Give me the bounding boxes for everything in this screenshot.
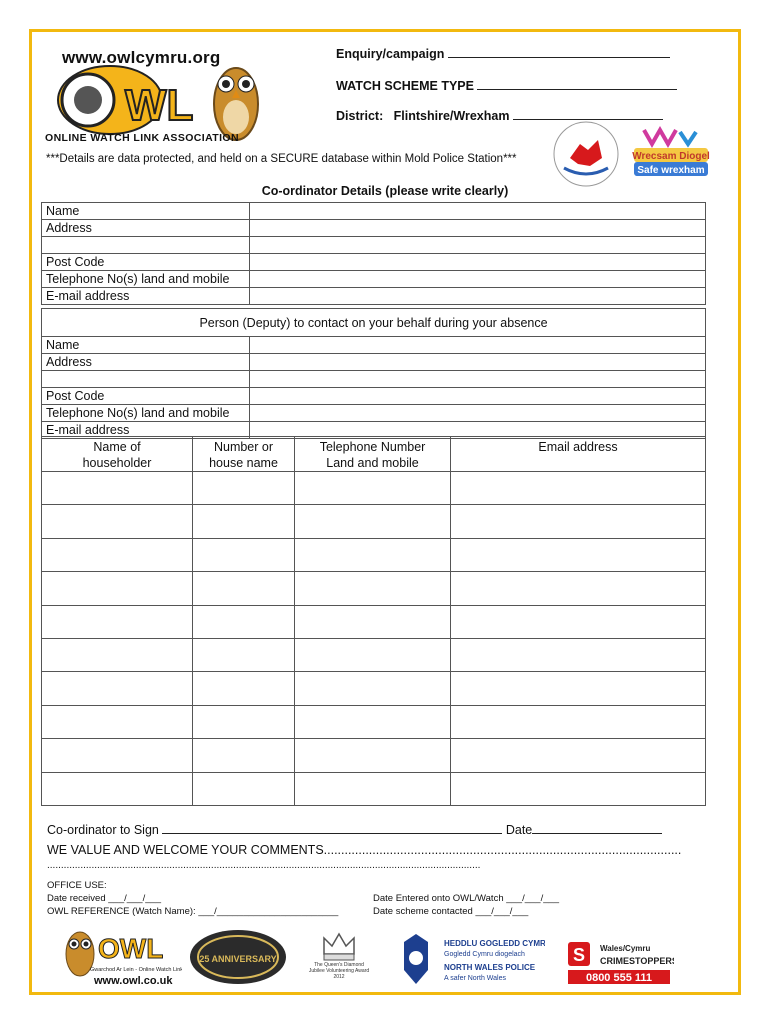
coordinator-row-address2	[42, 237, 706, 254]
office-use-title: OFFICE USE:	[47, 880, 107, 891]
deputy-table	[41, 308, 706, 439]
house-cell[interactable]	[193, 538, 295, 571]
row-label: Post Code	[42, 254, 250, 271]
police-english1: NORTH WALES POLICE	[444, 963, 536, 972]
table-row	[42, 605, 706, 638]
date-blank[interactable]	[532, 823, 662, 834]
row-label: Name	[42, 337, 250, 354]
col-header-house: Number or house name	[193, 437, 295, 472]
telephone-cell[interactable]	[295, 605, 451, 638]
table-row	[42, 705, 706, 738]
coordinator-row-email	[42, 288, 706, 305]
svg-text:WL: WL	[125, 81, 194, 130]
owl-footer-line1: Gwarchod Ar Lein - Online Watch Link	[90, 967, 182, 973]
signature-blank[interactable]	[162, 823, 502, 834]
safe-wrexham-logo	[630, 124, 712, 180]
table-row	[42, 505, 706, 538]
row-label: Telephone No(s) land and mobile	[42, 271, 250, 288]
house-cell[interactable]	[193, 472, 295, 505]
deputy-row-address2	[42, 371, 706, 388]
householder-cell[interactable]	[42, 672, 193, 705]
police-english2: A safer North Wales	[444, 975, 506, 982]
north-wales-police-logo	[400, 930, 545, 988]
scheme-type-blank[interactable]	[477, 78, 677, 90]
house-cell[interactable]	[193, 572, 295, 605]
owl-footer-logo	[62, 926, 182, 988]
email-cell[interactable]	[451, 505, 706, 538]
householder-cell[interactable]	[42, 505, 193, 538]
deputy-row-postcode	[42, 388, 706, 405]
owl-association-name: ONLINE WATCH LINK ASSOCIATION	[45, 132, 239, 144]
postcode-input[interactable]	[250, 254, 706, 271]
householder-cell[interactable]	[42, 572, 193, 605]
col-header-email: Email address	[451, 437, 706, 472]
email-cell[interactable]	[451, 739, 706, 772]
email-input[interactable]	[250, 288, 706, 305]
table-row	[42, 472, 706, 505]
telephone-cell[interactable]	[295, 538, 451, 571]
table-row	[42, 739, 706, 772]
crimestoppers-name: CRIMESTOPPERS	[600, 956, 674, 966]
address-line2-input[interactable]	[250, 371, 706, 388]
postcode-input[interactable]	[250, 388, 706, 405]
telephone-cell[interactable]	[295, 572, 451, 605]
email-cell[interactable]	[451, 705, 706, 738]
coordinator-row-phone	[42, 271, 706, 288]
row-label: Address	[42, 220, 250, 237]
deputy-row-name	[42, 337, 706, 354]
sign-label: Co-ordinator to Sign	[47, 823, 159, 837]
telephone-cell[interactable]	[295, 638, 451, 671]
householder-cell[interactable]	[42, 772, 193, 805]
deputy-title: Person (Deputy) to contact on your behalf during your absence	[42, 309, 706, 337]
scheme-type-field[interactable]	[336, 78, 677, 93]
house-cell[interactable]	[193, 705, 295, 738]
householders-table	[41, 436, 706, 806]
row-label: E-mail address	[42, 288, 250, 305]
row-label: Name	[42, 203, 250, 220]
data-protection-note: ***Details are data protected, and held on a SECURE database within Mold Police Station***	[46, 153, 517, 165]
coordinator-title: Co-ordinator Details (please write clearly)	[261, 184, 509, 198]
coordinator-row-postcode	[42, 254, 706, 271]
householder-cell[interactable]	[42, 638, 193, 671]
email-cell[interactable]	[451, 538, 706, 571]
address-line2-input[interactable]	[250, 237, 706, 254]
coordinator-sign-line[interactable]	[47, 823, 662, 837]
row-label	[42, 371, 250, 388]
district-label: District:	[336, 109, 384, 123]
safe-logo-line1: Wrecsam Diogel	[632, 151, 710, 162]
telephone-cell[interactable]	[295, 505, 451, 538]
householder-cell[interactable]	[42, 739, 193, 772]
table-row	[42, 638, 706, 671]
phone-input[interactable]	[250, 271, 706, 288]
row-label: Post Code	[42, 388, 250, 405]
email-cell[interactable]	[451, 605, 706, 638]
coordinator-row-address	[42, 220, 706, 237]
row-label: Address	[42, 354, 250, 371]
email-cell[interactable]	[451, 772, 706, 805]
date-label: Date	[505, 823, 533, 837]
col-header-telephone: Telephone Number Land and mobile	[295, 437, 451, 472]
house-cell[interactable]	[193, 739, 295, 772]
enquiry-blank[interactable]	[448, 46, 670, 58]
row-label: E-mail address	[42, 422, 250, 439]
deputy-row-phone	[42, 405, 706, 422]
date-received[interactable]: Date received ___/___/___	[47, 893, 162, 904]
email-cell[interactable]	[451, 672, 706, 705]
householder-cell[interactable]	[42, 472, 193, 505]
anniversary-text: 25 ANNIVERSARY	[199, 954, 277, 964]
table-row	[42, 538, 706, 571]
name-input[interactable]	[250, 337, 706, 354]
householder-cell[interactable]	[42, 605, 193, 638]
deputy-row-address	[42, 354, 706, 371]
telephone-cell[interactable]	[295, 739, 451, 772]
owl-footer-line2: www.owl.co.uk	[94, 975, 173, 987]
email-cell[interactable]	[451, 472, 706, 505]
queens-award-logo	[308, 928, 370, 988]
house-cell[interactable]	[193, 505, 295, 538]
email-cell[interactable]	[451, 572, 706, 605]
address-input[interactable]	[250, 354, 706, 371]
table-row	[42, 672, 706, 705]
table-row	[42, 572, 706, 605]
address-input[interactable]	[250, 220, 706, 237]
crimestoppers-phone: 0800 555 111	[585, 972, 653, 984]
police-welsh1: HEDDLU GOGLEDD CYMRU	[444, 939, 545, 948]
coordinator-table	[41, 202, 706, 305]
telephone-cell[interactable]	[295, 772, 451, 805]
comments-line[interactable]: ............................................................................................................................................................	[47, 860, 481, 871]
table-row	[42, 772, 706, 805]
row-label: Telephone No(s) land and mobile	[42, 405, 250, 422]
telephone-cell[interactable]	[295, 472, 451, 505]
district-value: Flintshire/Wrexham	[393, 109, 510, 123]
name-input[interactable]	[250, 203, 706, 220]
house-cell[interactable]	[193, 638, 295, 671]
anniversary-logo	[188, 928, 288, 986]
phone-input[interactable]	[250, 405, 706, 422]
owl-reference[interactable]: OWL REFERENCE (Watch Name): ___/_______________________	[47, 906, 339, 917]
telephone-cell[interactable]	[295, 672, 451, 705]
telephone-cell[interactable]	[295, 705, 451, 738]
flintshire-partnership-logo	[540, 118, 632, 190]
svg-text:OWL: OWL	[98, 933, 164, 964]
householder-cell[interactable]	[42, 538, 193, 571]
enquiry-label: Enquiry/campaign	[336, 47, 445, 61]
scheme-type-label: WATCH SCHEME TYPE	[336, 79, 474, 93]
date-contacted[interactable]: Date scheme contacted ___/___/___	[373, 906, 529, 917]
col-header-householder: Name of householder	[42, 437, 193, 472]
crimestoppers-logo	[564, 940, 674, 986]
date-entered[interactable]: Date Entered onto OWL/Watch ___/___/___	[373, 893, 560, 904]
comments-heading: WE VALUE AND WELCOME YOUR COMMENTS.......................................................................................................	[47, 843, 682, 857]
enquiry-field[interactable]	[336, 46, 670, 61]
householder-cell[interactable]	[42, 705, 193, 738]
house-cell[interactable]	[193, 672, 295, 705]
police-welsh2: Gogledd Cymru diogelach	[444, 951, 525, 958]
house-cell[interactable]	[193, 772, 295, 805]
crimestoppers-region: Wales/Cymru	[600, 944, 651, 953]
svg-text:S: S	[572, 945, 586, 965]
email-cell[interactable]	[451, 638, 706, 671]
row-label	[42, 237, 250, 254]
safe-logo-line2: Safe wrexham	[637, 165, 705, 176]
coordinator-row-name	[42, 203, 706, 220]
house-cell[interactable]	[193, 605, 295, 638]
queens-award-text: The Queen's Diamond Jubilee Volunteering Award 2012	[308, 962, 370, 980]
owl-url: www.owlcymru.org	[62, 48, 221, 67]
